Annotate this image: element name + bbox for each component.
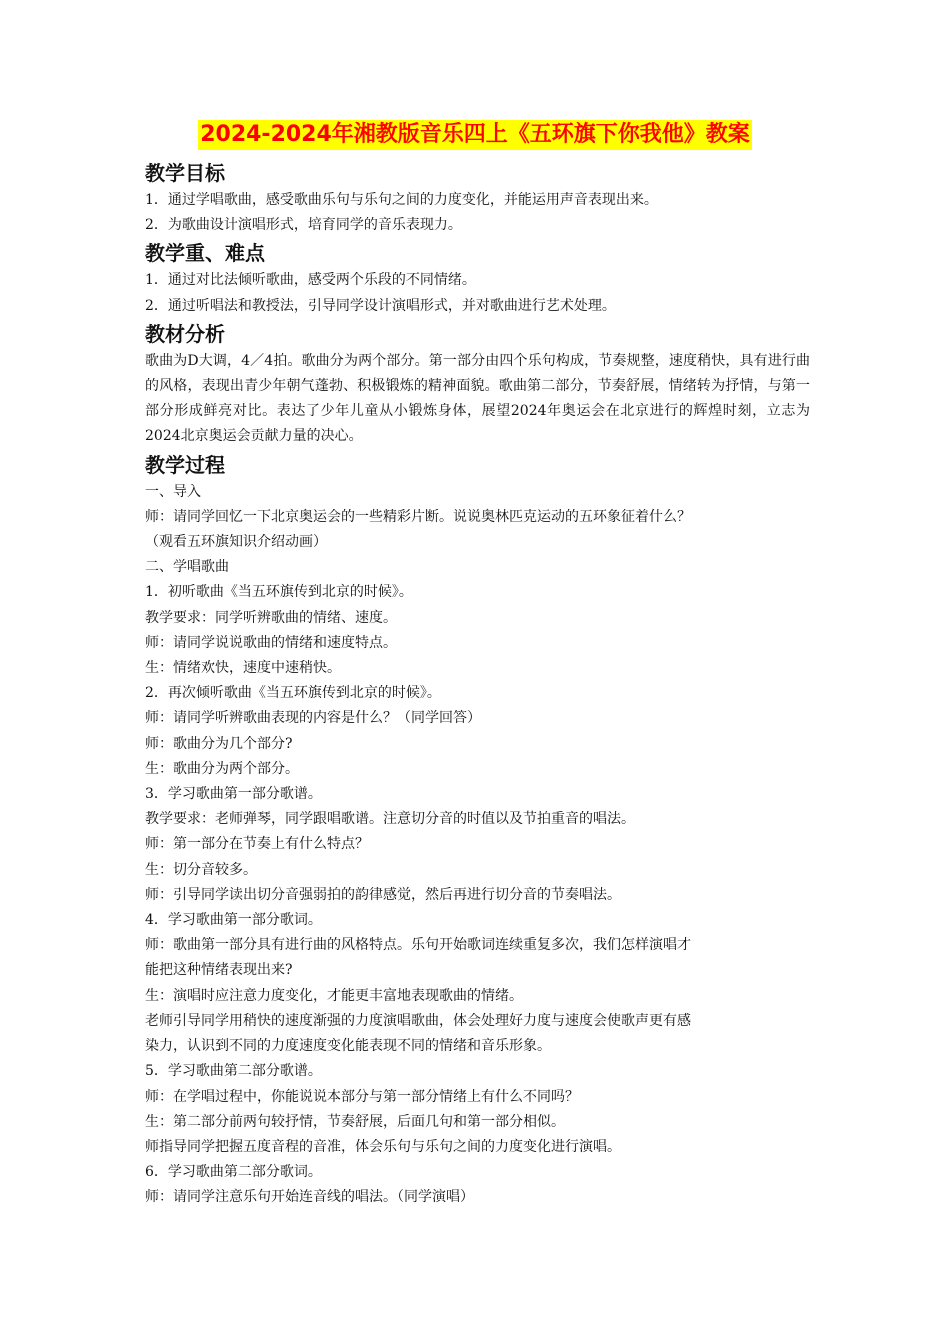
- text-line: （观看五环旗知识介绍动画）: [145, 534, 327, 551]
- text-line: 2．再次倾听歌曲《当五环旗传到北京的时候》。: [145, 685, 441, 702]
- text-line: 1．通过学唱歌曲，感受歌曲乐句与乐句之间的力度变化，并能运用声音表现出来。: [145, 192, 658, 208]
- section-heading: 教学目标: [145, 161, 225, 185]
- text-line: 4．学习歌曲第一部分歌词。: [145, 912, 322, 929]
- text-line: 生：第二部分前两句较抒情，节奏舒展，后面几句和第一部分相似。: [145, 1113, 565, 1130]
- text-line: 二、学唱歌曲: [145, 559, 229, 576]
- text-line: 6．学习歌曲第二部分歌词。: [145, 1164, 322, 1181]
- text-line: 2．通过听唱法和教授法，引导同学设计演唱形式，并对歌曲进行艺术处理。: [145, 297, 616, 314]
- text-line: 老师引导同学用稍快的速度渐强的力度演唱歌曲，体会处理好力度与速度会使歌声更有感: [145, 1012, 691, 1029]
- section-heading: 教学过程: [145, 452, 225, 477]
- text-line: 师：在学唱过程中，你能说说本部分与第一部分情绪上有什么不同吗？: [145, 1088, 579, 1105]
- text-line: 师：请同学注意乐句开始连音线的唱法。（同学演唱）: [145, 1189, 474, 1206]
- text-line: 5．学习歌曲第二部分歌谱。: [145, 1063, 322, 1080]
- text-line: 师：请同学回忆一下北京奥运会的一些精彩片断。说说奥林匹克运动的五环象征着什么？: [145, 508, 691, 525]
- text-line: 能把这种情绪表现出来?: [145, 962, 293, 979]
- title-wrapper: [0, 120, 950, 150]
- text-line: 染力，认识到不同的力度速度变化能表现不同的情绪和音乐形象。: [145, 1038, 551, 1055]
- text-line: 教学要求：老师弹琴，同学跟唱歌谱。注意切分音的时值以及节拍重音的唱法。: [145, 811, 635, 828]
- section-key-points: [145, 238, 810, 318]
- text-line: 教学要求：同学听辨歌曲的情绪、速度。: [145, 609, 397, 626]
- text-line: 生：演唱时应注意力度变化，才能更丰富地表现歌曲的情绪。: [145, 987, 523, 1004]
- text-line: 师：歌曲第一部分具有进行曲的风格特点。乐句开始歌词连续重复多次，我们怎样演唱才: [145, 937, 691, 954]
- text-line: 一、导入: [145, 483, 201, 500]
- section-material-analysis: [145, 319, 810, 450]
- text-line: 3．学习歌曲第一部分歌谱。: [145, 786, 322, 803]
- section-teaching-process: [145, 450, 810, 1211]
- section-heading: 教材分析: [145, 321, 225, 346]
- text-line: 1．初听歌曲《当五环旗传到北京的时候》。: [145, 584, 413, 601]
- text-line: 师：歌曲分为几个部分?: [145, 735, 293, 752]
- text-line: 师指导同学把握五度音程的音准，体会乐句与乐句之间的力度变化进行演唱。: [145, 1138, 621, 1155]
- text-line: 师：请同学听辨歌曲表现的内容是什么？（同学回答）: [145, 710, 481, 727]
- text-line: 师：引导同学读出切分音强弱拍的韵律感觉，然后再进行切分音的节奏唱法。: [145, 886, 621, 903]
- section-heading: 教学重、难点: [145, 241, 265, 266]
- text-line: 师：第一部分在节奏上有什么特点？: [145, 836, 369, 853]
- document-body: [145, 158, 810, 1211]
- text-line: 生：切分音较多。: [145, 861, 257, 878]
- text-line: 2．为歌曲设计演唱形式，培育同学的音乐表现力。: [145, 217, 462, 234]
- text-line: 生：歌曲分为两个部分。: [145, 760, 299, 777]
- text-line: 生：情绪欢快，速度中速稍快。: [145, 660, 341, 677]
- analysis-paragraph: 歌曲为D大调，4／4拍。歌曲分为两个部分。第一部分由四个乐句构成，节奏规整，速度稍快，具有进行曲的风格，表现出青少年朝气蓬勃、积极锻炼的精神面貌。歌曲第二部分，节奏舒展，情绪转为抒情，与第一部分形成鲜亮对比。表达了少年儿童从小锻炼身体，展望2024年奥运会在北京进行的辉煌时刻，立志为2024北京奥运会贡献力量的决心。: [145, 352, 810, 445]
- text-line: 师：请同学说说歌曲的情绪和速度特点。: [145, 634, 397, 651]
- section-teaching-goals: [145, 158, 810, 238]
- text-line: 1．通过对比法倾听歌曲，感受两个乐段的不同情绪。: [145, 272, 476, 289]
- document-title: 2024-2024年湘教版音乐四上《五环旗下你我他》教案: [198, 120, 752, 150]
